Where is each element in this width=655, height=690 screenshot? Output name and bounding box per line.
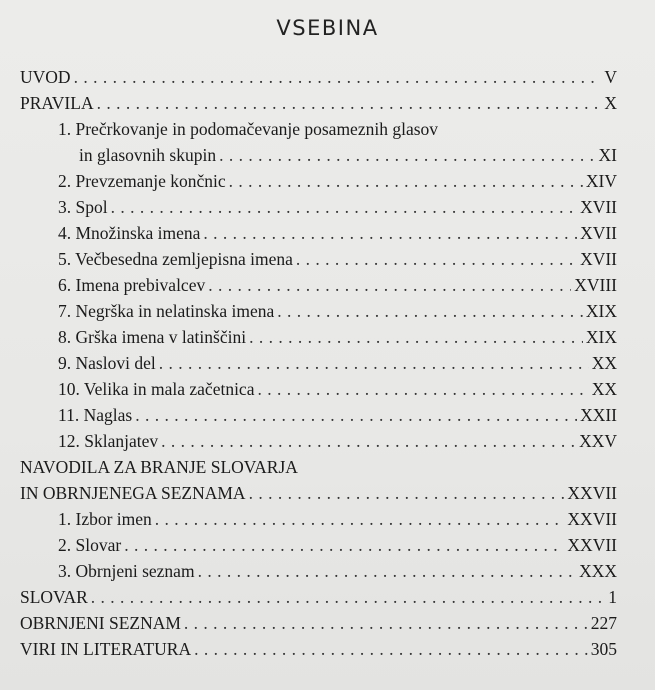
toc-entry-label: 1. Prečrkovanje in podomačevanje posameznih glasov (58, 119, 439, 139)
toc-entry (20, 324, 617, 350)
toc-entry (20, 298, 617, 324)
toc-entry-page-number: 1 (608, 587, 617, 607)
toc-entry-label: SLOVAR (20, 587, 88, 607)
toc-entry-page-number: XIV (585, 171, 617, 191)
toc-entry-page-number: XXII (580, 405, 617, 425)
toc-entry (20, 610, 617, 636)
toc-entry-page-number: XIX (585, 327, 617, 347)
toc-entry (20, 90, 617, 116)
dot-leader (296, 246, 577, 272)
toc-entry-label: 4. Množinska imena (58, 223, 201, 243)
toc-entry-label: UVOD (20, 67, 71, 87)
toc-entry (20, 428, 617, 454)
toc-entry (20, 142, 617, 168)
dot-leader (97, 90, 602, 116)
toc-entry (20, 64, 617, 90)
dot-leader (229, 168, 583, 194)
dot-leader (219, 142, 595, 168)
toc-entry (20, 194, 617, 220)
toc-entry (20, 220, 617, 246)
table-of-contents (20, 64, 617, 662)
toc-entry-label: 11. Naglas (58, 405, 133, 425)
toc-entry-label: 1. Izbor imen (58, 509, 152, 529)
dot-leader (249, 324, 583, 350)
toc-entry-page-number: XXVII (567, 509, 617, 529)
toc-entry-label: 6. Imena prebivalcev (58, 275, 206, 295)
toc-entry (20, 116, 617, 142)
toc-entry-page-number: XVII (580, 197, 617, 217)
toc-entry (20, 558, 617, 584)
toc-entry-page-number: XVII (580, 223, 617, 243)
dot-leader (184, 610, 588, 636)
toc-entry-label: in glasovnih skupin (79, 145, 217, 165)
toc-entry (20, 532, 617, 558)
dot-leader (74, 64, 602, 90)
toc-entry-label: PRAVILA (20, 93, 94, 113)
toc-entry-label: NAVODILA ZA BRANJE SLOVARJA (20, 457, 298, 477)
toc-entry-page-number: 305 (590, 639, 617, 659)
toc-entry-label: 7. Negrška in nelatinska imena (58, 301, 275, 321)
toc-entry-label: 3. Spol (58, 197, 108, 217)
dot-leader (198, 558, 577, 584)
toc-entry-label: 12. Sklanjatev (58, 431, 159, 451)
toc-entry-page-number: XI (598, 145, 617, 165)
dot-leader (257, 376, 588, 402)
dot-leader (155, 506, 565, 532)
dot-leader (135, 402, 577, 428)
toc-entry-label: 3. Obrnjeni seznam (58, 561, 195, 581)
toc-entry (20, 272, 617, 298)
toc-entry-label: 10. Velika in mala začetnica (58, 379, 255, 399)
toc-entry-page-number: XXX (579, 561, 617, 581)
dot-leader (161, 428, 576, 454)
toc-entry-page-number: XVIII (574, 275, 617, 295)
dot-leader (159, 350, 589, 376)
toc-entry (20, 454, 617, 480)
toc-entry (20, 480, 617, 506)
toc-entry-label: 9. Naslovi del (58, 353, 156, 373)
toc-entry-page-number: V (604, 67, 617, 87)
toc-entry-page-number: X (604, 93, 617, 113)
toc-entry (20, 636, 617, 662)
toc-entry (20, 350, 617, 376)
toc-entry-page-number: XX (591, 379, 617, 399)
toc-entry (20, 506, 617, 532)
dot-leader (91, 584, 605, 610)
toc-entry-label: 8. Grška imena v latinščini (58, 327, 247, 347)
toc-entry-page-number: XIX (585, 301, 617, 321)
dot-leader (111, 194, 577, 220)
dot-leader (208, 272, 571, 298)
dot-leader (277, 298, 583, 324)
toc-entry-label: OBRNJENI SEZNAM (20, 613, 181, 633)
toc-entry (20, 168, 617, 194)
toc-entry-label: 2. Prevzemanje končnic (58, 171, 226, 191)
toc-entry-label: 5. Večbesedna zemljepisna imena (58, 249, 293, 269)
toc-entry-page-number: 227 (590, 613, 617, 633)
toc-entry (20, 584, 617, 610)
dot-leader (249, 480, 565, 506)
toc-entry-page-number: XXVII (567, 535, 617, 555)
dot-leader (203, 220, 577, 246)
toc-entry (20, 402, 617, 428)
toc-entry-page-number: XXVII (567, 483, 617, 503)
toc-entry-page-number: XXV (579, 431, 617, 451)
toc-entry-page-number: XVII (580, 249, 617, 269)
toc-entry (20, 246, 617, 272)
dot-leader (194, 636, 588, 662)
dot-leader (124, 532, 564, 558)
toc-entry (20, 376, 617, 402)
toc-entry-label: VIRI IN LITERATURA (20, 639, 192, 659)
page-title: VSEBINA (276, 16, 379, 40)
toc-entry-label: IN OBRNJENEGA SEZNAMA (20, 483, 246, 503)
toc-entry-page-number: XX (591, 353, 617, 373)
toc-entry-label: 2. Slovar (58, 535, 122, 555)
